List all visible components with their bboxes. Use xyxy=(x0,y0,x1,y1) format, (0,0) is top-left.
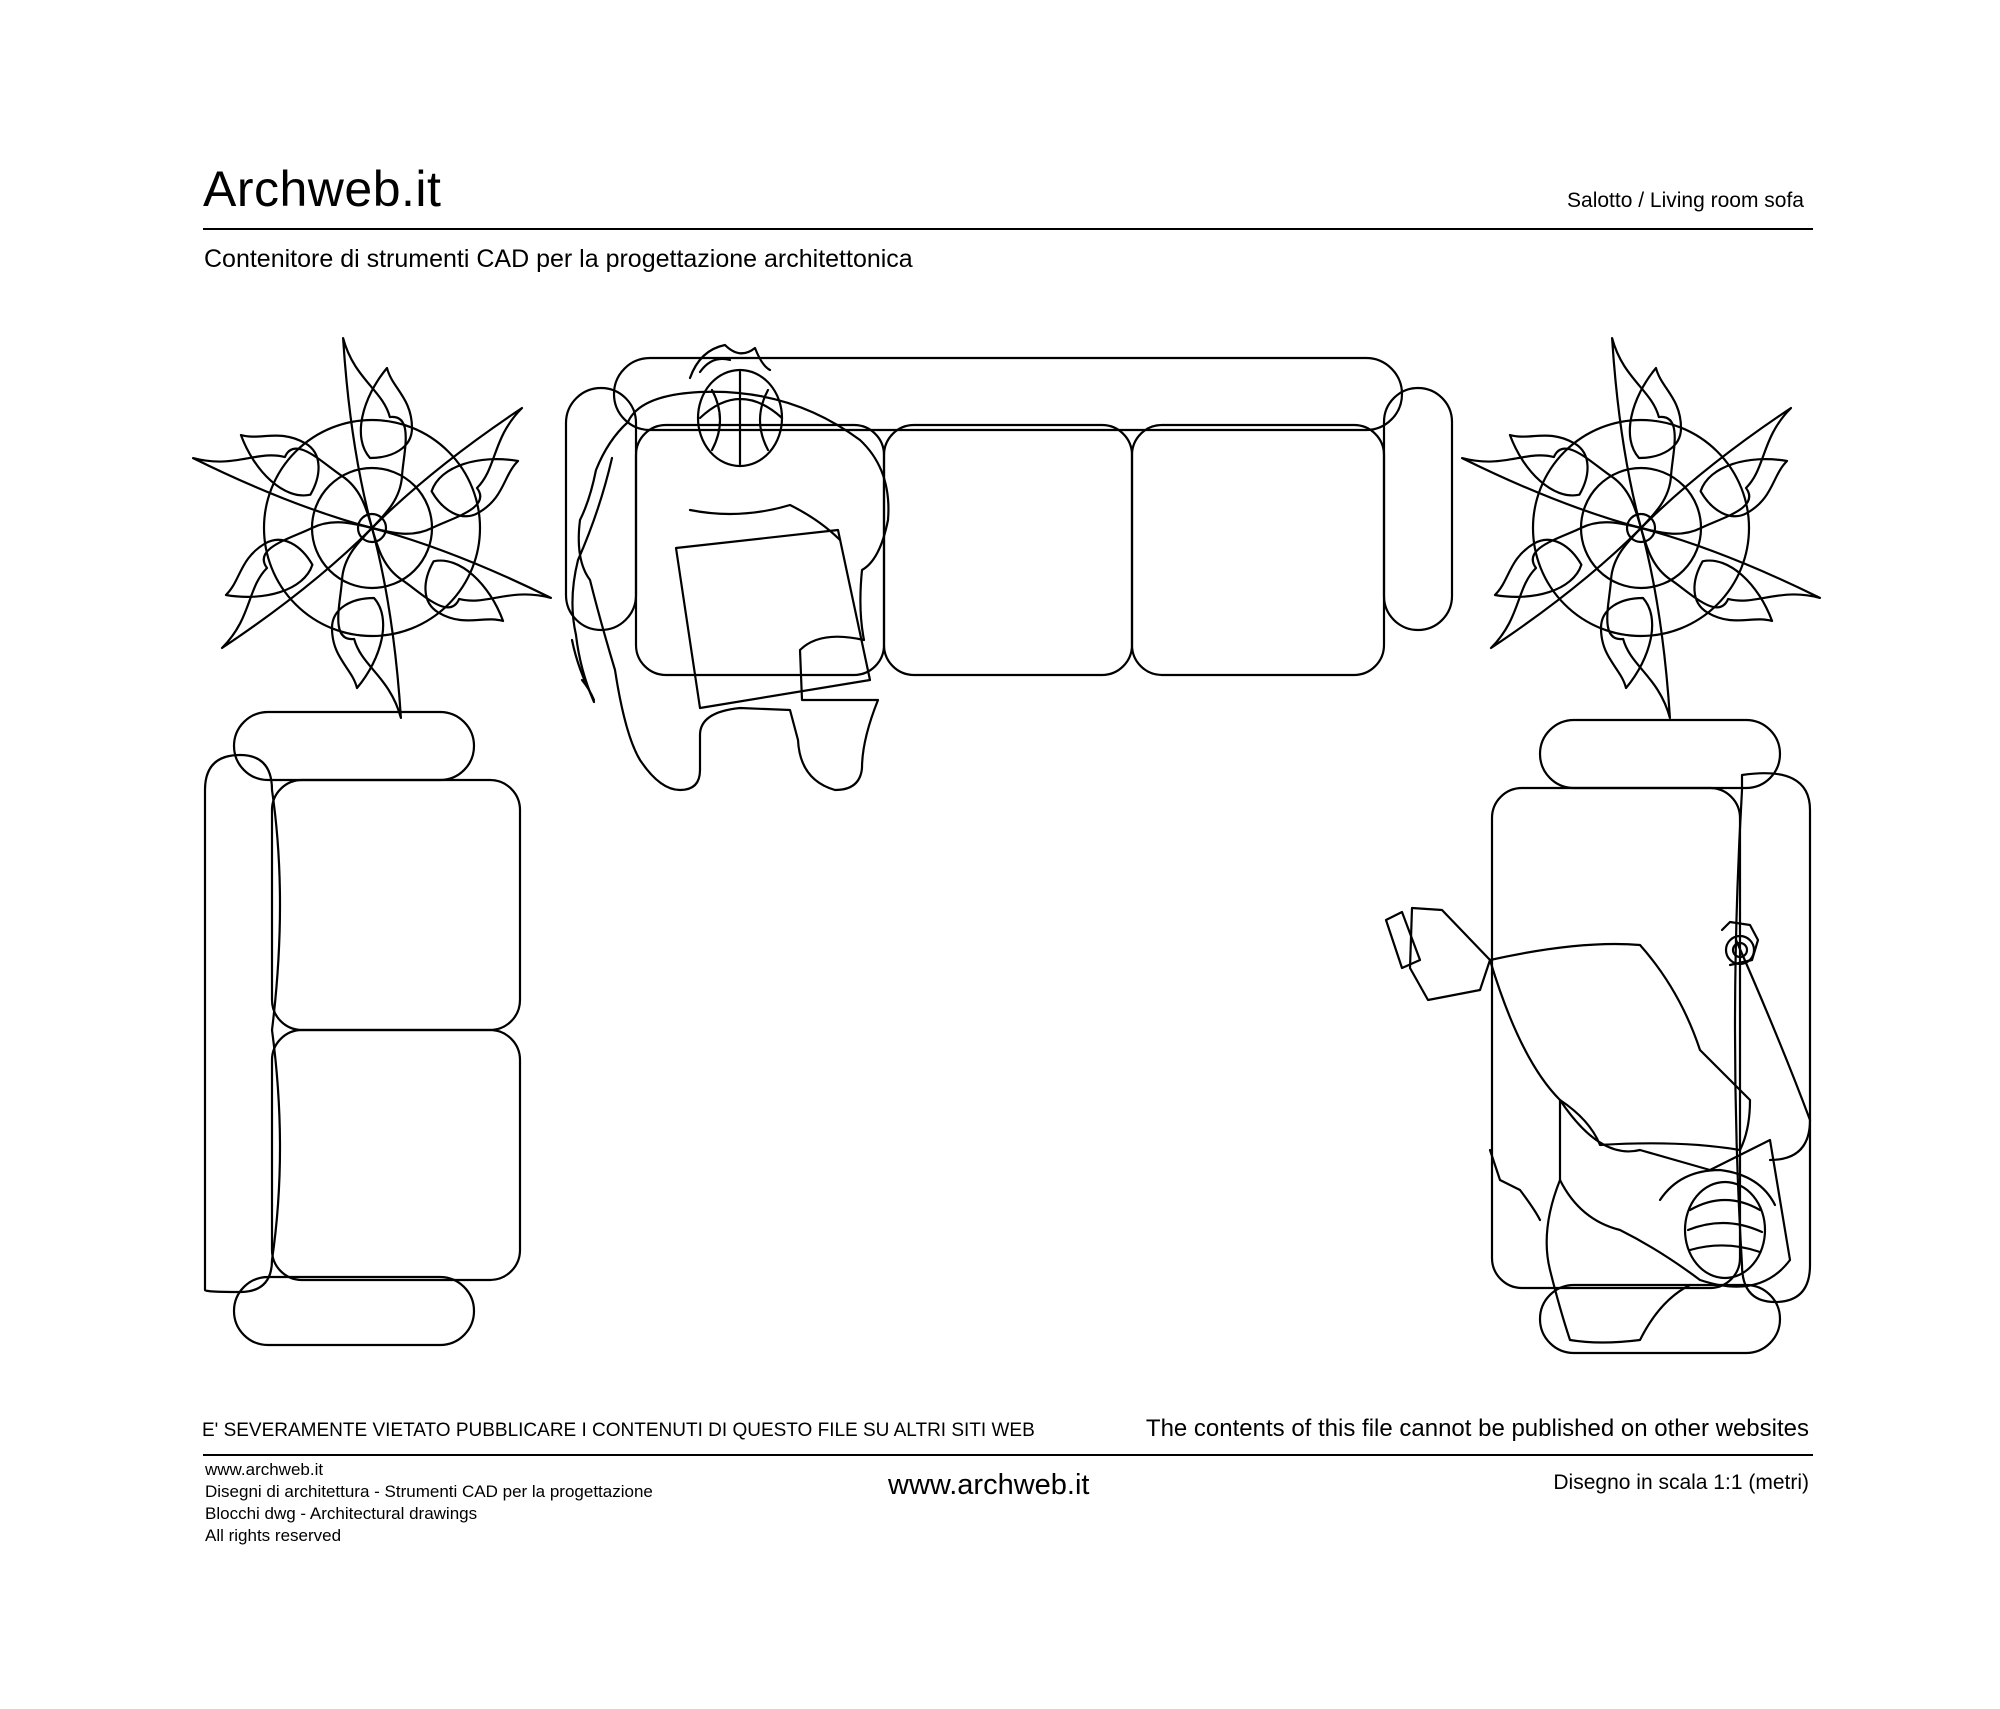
publishing-warning-english: The contents of this file cannot be published on other websites xyxy=(1145,1415,1809,1442)
website-link[interactable]: www.archweb.it xyxy=(888,1469,1090,1501)
sofa-two-seat-left xyxy=(205,712,520,1345)
credit-line: Blocchi dwg - Architectural drawings xyxy=(205,1504,478,1523)
publishing-warning-italian: E' SEVERAMENTE VIETATO PUBBLICARE I CONTENUTI DI QUESTO FILE SU ALTRI SITI WEB xyxy=(202,1420,1035,1441)
scale-note: Disegno in scala 1:1 (metri) xyxy=(1553,1471,1809,1494)
person-seated xyxy=(1386,908,1810,1343)
plant-right xyxy=(1427,318,1854,738)
plant-left xyxy=(158,318,585,738)
credit-line: www.archweb.it xyxy=(205,1460,324,1479)
credit-line: Disegni di architettura - Strumenti CAD per la progettazione xyxy=(205,1482,653,1501)
footer-rule xyxy=(203,1454,1813,1456)
brand-title: Archweb.it xyxy=(203,161,442,217)
drawing-subject: Salotto / Living room sofa xyxy=(1567,189,1804,212)
tagline: Contenitore di strumenti CAD per la progettazione architettonica xyxy=(204,245,913,273)
credit-line: All rights reserved xyxy=(205,1526,342,1545)
sofa-two-seat-right xyxy=(1492,720,1810,1353)
